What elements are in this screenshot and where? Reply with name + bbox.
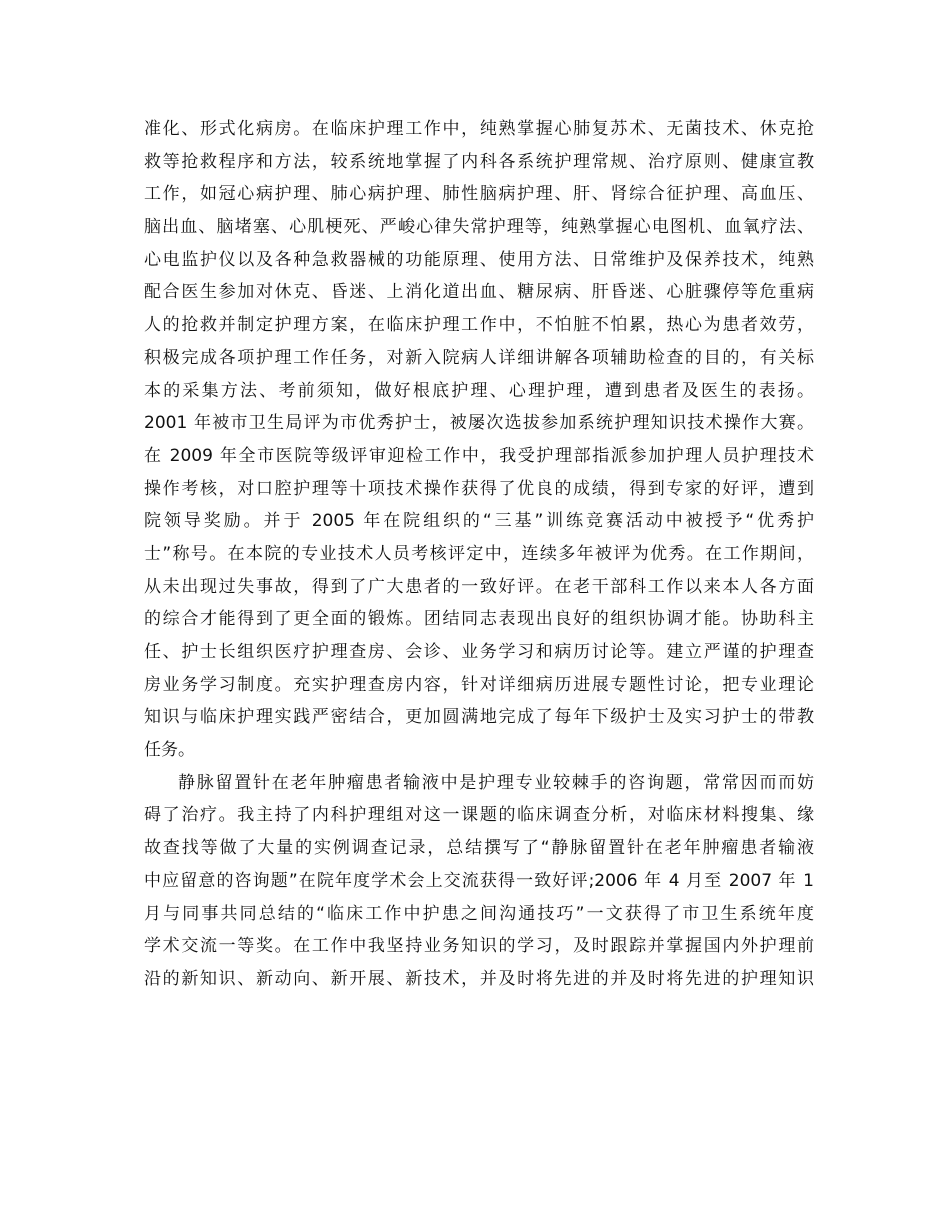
text-line: 积极完成各项护理工作任务，对新入院病人详细讲解各项辅助检查的目的，有关标: [144, 347, 814, 368]
text-line: 心电监护仪以及各种急救器械的功能原理、使用方法、日常维护及保养技术，纯熟: [144, 249, 814, 270]
text-line: 碍了治疗。我主持了内科护理组对这一课题的临床调查分析，对临床材料搜集、缘: [144, 805, 814, 826]
text-line: 本的采集方法、考前须知，做好根底护理、心理护理，遭到患者及医生的表扬。: [144, 380, 814, 401]
body-text: [144, 113, 814, 996]
text-line: 知识与临床护理实践严密结合，更加圆满地完成了每年下级护士及实习护士的带教: [144, 707, 814, 728]
text-line: 故查找等做了大量的实例调查记录，总结撰写了“静脉留置针在老年肿瘤患者输液: [144, 838, 814, 859]
text-line: 工作，如冠心病护理、肺心病护理、肺性脑病护理、肝、肾综合征护理、高血压、: [144, 184, 814, 205]
text-line: 任、护士长组织医疗护理查房、会诊、业务学习和病历讨论等。建立严谨的护理查: [144, 642, 814, 662]
text-line: 2001 年被市卫生局评为市优秀护士，被屡次选拔参加系统护理知识技术操作大赛。: [144, 413, 814, 434]
text-line: 准化、形式化病房。在临床护理工作中，纯熟掌握心肺复苏术、无菌技术、休克抢: [144, 119, 814, 139]
text-line: 的综合才能得到了更全面的锻炼。团结同志表现出良好的组织协调才能。协助科主: [144, 609, 814, 630]
text-line: 院领导奖励。并于 2005 年在院组织的“三基”训练竞赛活动中被授予“优秀护: [144, 511, 814, 532]
text-line: 脑出血、脑堵塞、心肌梗死、严峻心律失常护理等，纯熟掌握心电图机、血氧疗法、: [144, 217, 814, 238]
text-line: 月与同事共同总结的“临床工作中护患之间沟通技巧”一文获得了市卫生系统年度: [144, 903, 814, 924]
text-line: 学术交流一等奖。在工作中我坚持业务知识的学习，及时跟踪并掌握国内外护理前: [144, 936, 814, 957]
text-line: 静脉留置针在老年肿瘤患者输液中是护理专业较棘手的咨询题，常常因而而妨: [178, 772, 814, 793]
text-line: 沿的新知识、新动向、新开展、新技术，并及时将先进的并及时将先进的护理知识: [144, 968, 814, 989]
text-line: 从未出现过失事故，得到了广大患者的一致好评。在老干部科工作以来本人各方面: [144, 576, 814, 597]
text-line: 任务。: [144, 740, 195, 761]
text-line: 中应留意的咨询题”在院年度学术会上交流获得一致好评;2006 年 4 月至 2007 年 1: [144, 870, 814, 891]
text-line: 配合医生参加对休克、昏迷、上消化道出血、糖尿病、肝昏迷、心脏骤停等危重病: [144, 282, 814, 303]
text-line: 操作考核，对口腔护理等十项技术操作获得了优良的成绩，得到专家的好评，遭到: [144, 478, 814, 499]
text-line: 人的抢救并制定护理方案，在临床护理工作中，不怕脏不怕累，热心为患者效劳，: [144, 315, 814, 336]
text-line: 在 2009 年全市医院等级评审迎检工作中，我受护理部指派参加护理人员护理技术: [144, 445, 814, 466]
text-line: 士”称号。在本院的专业技术人员考核评定中，连续多年被评为优秀。在工作期间，: [144, 543, 814, 564]
text-line: 救等抢救程序和方法，较系统地掌握了内科各系统护理常规、治疗原则、健康宣教: [144, 151, 814, 172]
text-line: 房业务学习制度。充实护理查房内容，针对详细病历进展专题性讨论，把专业理论: [144, 674, 814, 695]
